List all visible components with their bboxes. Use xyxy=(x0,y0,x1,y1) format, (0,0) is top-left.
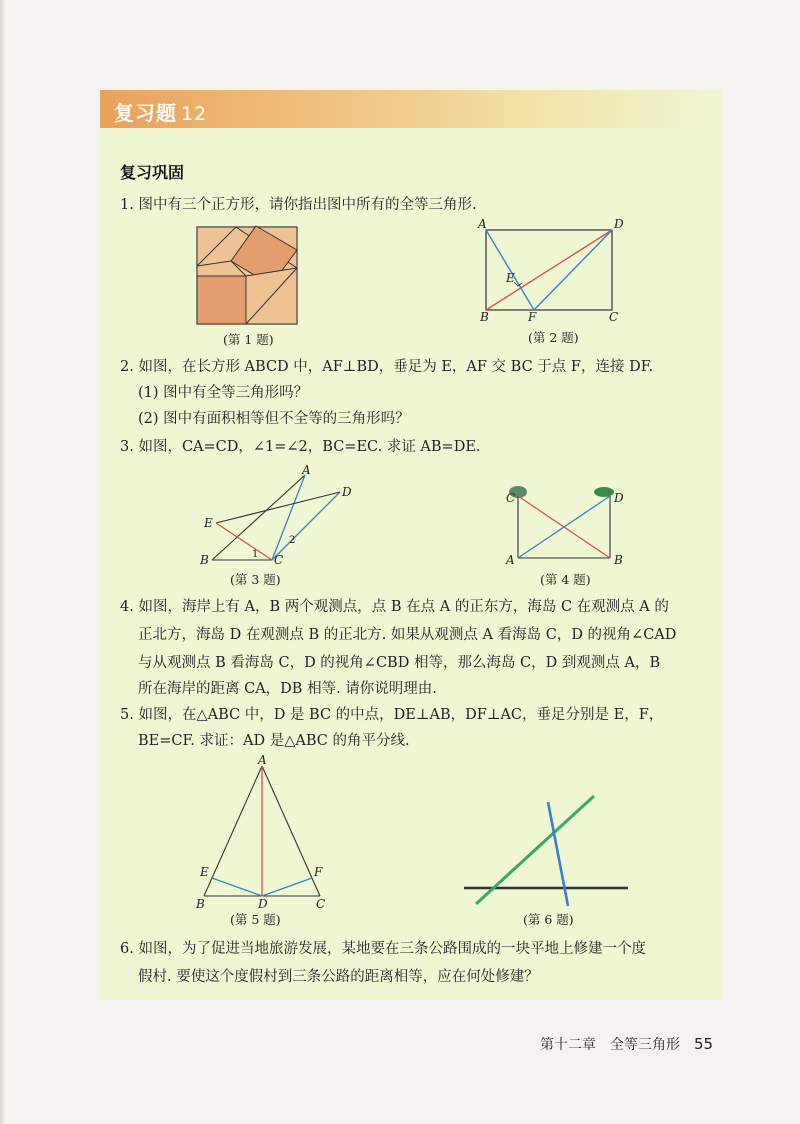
problem-2: 2. 如图，在长方形 ABCD 中，AF⊥BD，垂足为 E，AF 交 BC 于点 F，连接 DF. xyxy=(120,359,654,375)
fig3-label-e: E xyxy=(204,516,213,530)
figure-6 xyxy=(462,790,632,910)
figure-2 xyxy=(478,217,624,324)
figure-1 xyxy=(196,226,298,326)
fig4-island-d-icon xyxy=(594,487,614,497)
fig3-line-cd xyxy=(272,492,340,560)
caption-fig3: (第 3 题) xyxy=(230,572,281,587)
fig3-label-angle-2: 2 xyxy=(289,535,296,546)
fig3-line-ec xyxy=(216,523,272,560)
problem-4-line-3: 与从观测点 B 看海岛 C，D 的视角∠CBD 相等，那么海岛 C，D 到观测点 A，B xyxy=(138,655,661,671)
caption-fig1: (第 1 题) xyxy=(223,332,274,347)
section-title: 复习巩固 xyxy=(120,163,185,182)
page-footer xyxy=(540,1034,713,1054)
fig5-side-ab xyxy=(204,766,262,896)
fig2-label-e: E xyxy=(506,271,515,285)
fig5-line-df xyxy=(262,878,312,896)
fig2-label-f: F xyxy=(528,310,537,324)
figure-5 xyxy=(196,754,336,910)
caption-fig6: (第 6 题) xyxy=(523,912,574,927)
fig2-line-af xyxy=(486,230,534,310)
fig6-road-blue xyxy=(548,802,568,906)
problem-1: 1. 图中有三个正方形，请你指出图中所有的全等三角形. xyxy=(120,197,477,213)
fig2-label-b: B xyxy=(480,310,489,324)
fig3-label-angle-1: 1 xyxy=(252,549,259,560)
footer-chapter: 第十二章 全等三角形 xyxy=(540,1037,680,1053)
fig3-label-a: A xyxy=(302,463,311,477)
problem-5-line-2: BE=CF. 求证：AD 是△ABC 的角平分线. xyxy=(138,733,410,749)
fig5-label-c: C xyxy=(316,897,326,911)
problem-4-line-4: 所在海岸的距离 CA，DB 相等. 请你说明理由. xyxy=(138,681,437,697)
caption-fig2: (第 2 题) xyxy=(528,330,579,345)
problem-4-line-1: 4. 如图，海岸上有 A，B 两个观测点，点 B 在点 A 的正东方，海岛 C 在观测点 A 的 xyxy=(120,599,669,615)
problem-5-line-1: 5. 如图，在△ABC 中，D 是 BC 的中点，DE⊥AB，DF⊥AC，垂足分别是 E，F， xyxy=(120,707,664,723)
fig2-label-c: C xyxy=(609,310,619,324)
figure-3 xyxy=(198,463,358,567)
fig2-label-a: A xyxy=(478,217,487,231)
fig2-line-df xyxy=(534,230,612,310)
caption-fig5: (第 5 题) xyxy=(230,912,281,927)
page-edge-shadow xyxy=(0,0,6,1124)
fig4-label-d: D xyxy=(614,491,624,505)
fig5-label-e: E xyxy=(200,865,209,879)
page-title xyxy=(114,97,207,126)
caption-fig4: (第 4 题) xyxy=(540,572,591,587)
fig2-diagonal-bd xyxy=(486,230,612,310)
fig5-label-b: B xyxy=(196,897,205,911)
fig3-line-ab xyxy=(212,475,305,560)
problem-6-line-1: 6. 如图，为了促进当地旅游发展，某地要在三条公路围成的一块平地上修建一个度 xyxy=(120,941,646,957)
review-panel xyxy=(100,90,722,1000)
title-number: 12 xyxy=(181,103,208,125)
fig1-small-square xyxy=(197,276,246,324)
fig4-label-a: A xyxy=(506,553,515,567)
fig3-label-d: D xyxy=(342,485,352,499)
fig3-line-ed xyxy=(216,492,340,523)
page-number: 55 xyxy=(694,1035,714,1053)
fig4-label-b: B xyxy=(614,553,623,567)
fig5-line-de xyxy=(212,878,262,896)
fig4-label-c: C xyxy=(506,491,516,505)
title-bar xyxy=(100,90,722,128)
problem-6-line-2: 假村. 要使这个度假村到三条公路的距离相等，应在何处修建？ xyxy=(138,969,539,985)
title-label: 复习题 xyxy=(114,101,177,125)
problem-2-part-2: (2) 图中有面积相等但不全等的三角形吗？ xyxy=(138,411,410,427)
fig5-label-d: D xyxy=(258,897,268,911)
fig5-label-f: F xyxy=(314,865,323,879)
fig3-label-b: B xyxy=(200,553,209,567)
fig2-label-d: D xyxy=(614,217,624,231)
problem-4-line-2: 正北方，海岛 D 在观测点 B 的正北方. 如果从观测点 A 看海岛 C，D 的视角∠CAD xyxy=(138,627,677,643)
fig5-side-ac xyxy=(262,766,320,896)
fig3-line-ca xyxy=(272,475,305,560)
fig3-label-c: C xyxy=(274,553,284,567)
problem-2-part-1: (1) 图中有全等三角形吗？ xyxy=(138,385,309,401)
fig5-label-a: A xyxy=(258,753,267,767)
figure-4 xyxy=(502,478,632,568)
problem-3: 3. 如图，CA=CD，∠1=∠2，BC=EC. 求证 AB=DE. xyxy=(120,439,481,455)
